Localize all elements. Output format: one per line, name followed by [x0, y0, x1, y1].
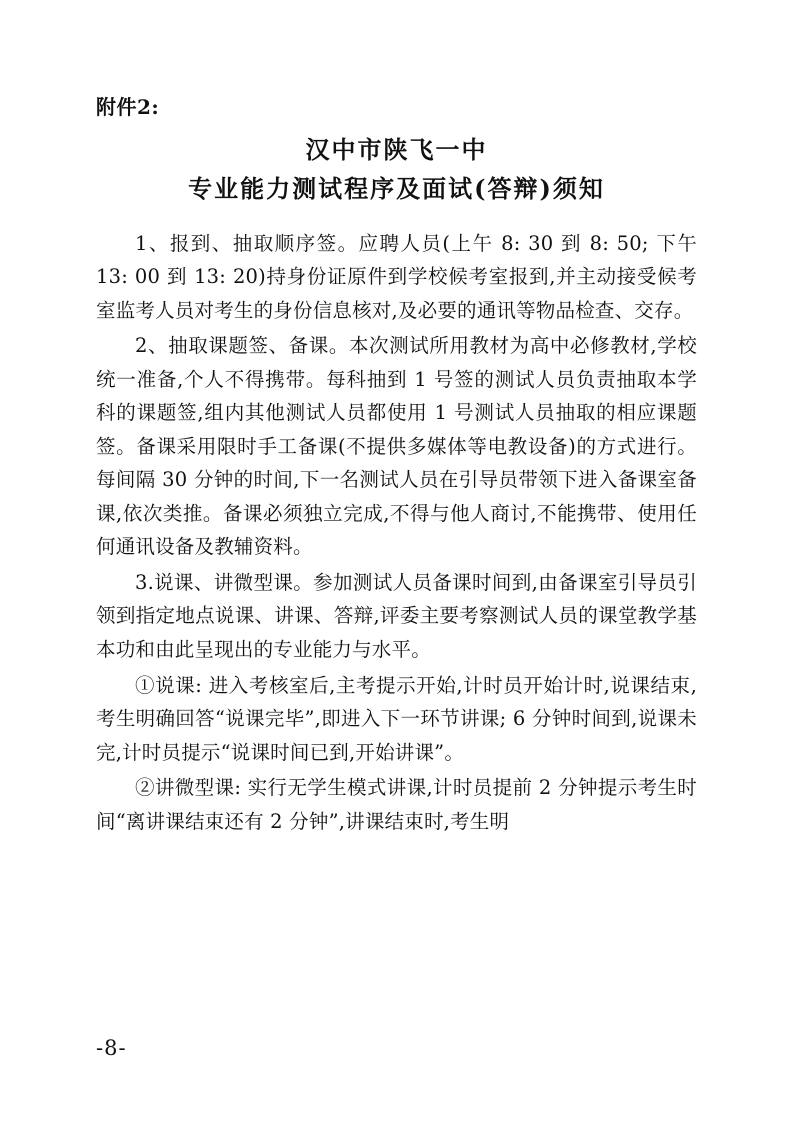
- paragraph: ②讲微型课: 实行无学生模式讲课,计时员提前 2 分钟提示考生时间“离讲课结束还有 2 分钟”,讲课结束时,考生明: [96, 776, 697, 833]
- title-line-1: 汉中市陕飞一中: [305, 135, 488, 164]
- paragraph: 3.说课、讲微型课。参加测试人员备课时间到,由备课室引导员引领到指定地点说课、讲课、答辩,评委主要考察测试人员的课堂教学基本功和由此呈现出的专业能力与水平。: [96, 570, 697, 661]
- paragraph: 2、抽取课题签、备课。本次测试所用教材为高中必修教材,学校统一准备,个人不得携带。每科抽到 1 号签的测试人员负责抽取本学科的课题签,组内其他测试人员都使用 1 号测试人员抽取的相应课题签。备课采用限时手工备课(不提供多媒体等电教设备)的方式进行。每间隔 30 分钟的时间,下一名测试人员在引导员带领下进入备课室备课,依次类推。备课必须独立完成,不得与他人商讨,不能携带、使用任何通讯设备及教辅资料。: [96, 334, 697, 559]
- document-body: [96, 227, 697, 839]
- page-number: -8-: [96, 1036, 127, 1060]
- paragraph: ①说课: 进入考核室后,主考提示开始,计时员开始计时,说课结束,考生明确回答“说课完毕”,即进入下一环节讲课; 6 分钟时间到,说课未完,计时员提示“说课时间已到,开始讲课”。: [96, 673, 697, 764]
- paragraph: 1、报到、抽取顺序签。应聘人员(上午 8: 30 到 8: 50; 下午 13: 00 到 13: 20)持身份证原件到学校候考室报到,并主动接受候考室监考人员对考生的身份信息核对,及必要的通讯等物品检查、交存。: [96, 231, 697, 322]
- title-line-2: 专业能力测试程序及面试(答辩)须知: [188, 173, 605, 203]
- attachment-label: 附件2:: [96, 95, 160, 119]
- page-title: [96, 133, 697, 207]
